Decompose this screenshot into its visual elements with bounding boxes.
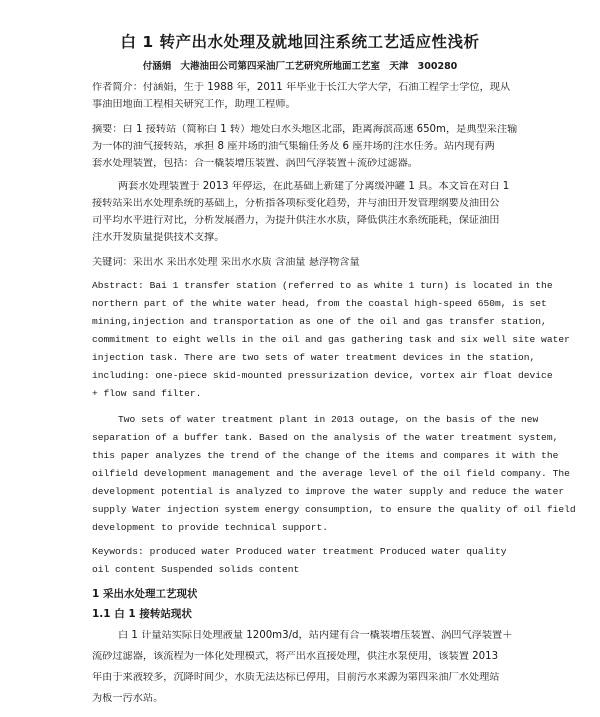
abstract-en-line: development potential is analyzed to improve the water supply and reduce the water — [92, 486, 565, 497]
abstract-en-line: mining,injection and transportation as one of the oil and gas transfer station, — [92, 316, 547, 327]
abstract-en-line: Two sets of water treatment plant in 2013 outage, on the basis of the new — [118, 414, 539, 425]
abstract-cn-line: 摘要：白 1 接转站（简称白 1 转）地处白水头地区北部，距离海滨高速 650m，是典型采注输 — [92, 124, 518, 135]
abstract-en-line: Abstract: Bai 1 transfer station (referred to as white 1 turn) is located in the — [92, 280, 553, 291]
abstract-cn-line: 接转站采出水处理系统的基础上，分析指各项标变化趋势，并与油田开发管理纲要及油田公 — [92, 198, 500, 209]
body-line: 流砂过滤器，该流程为一体化处理模式，将产出水直接处理，供注水泵使用，该装置 2013 — [92, 651, 499, 662]
section-heading: 1 采出水处理工艺现状 — [92, 588, 198, 600]
abstract-en-line: + flow sand filter. — [92, 388, 202, 399]
abstract-en-line: supply Water injection system energy consumption, to ensure the quality of oil field — [92, 504, 576, 515]
subsection-heading: 1.1 白 1 接转站现状 — [92, 608, 192, 620]
author-intro-line: 作者简介：付涵娟，生于 1988 年，2011 年毕业于长江大学大学，石油工程学士学位，现从 — [92, 82, 511, 93]
abstract-en-line: separation of a buffer tank. Based on the analysis of the water treatment system, — [92, 432, 559, 443]
body-line: 为板一污水站。 — [92, 693, 164, 704]
abstract-cn-line: 为一体的油气接转站，承担 8 座井场的油气集输任务及 6 座井场的注水任务。站内现有两 — [92, 141, 495, 152]
abstract-en-line: including: one-piece skid-mounted pressurization device, vortex air float device — [92, 370, 553, 381]
keywords-cn: 关键词：采出水 采出水处理 采出水水质 含油量 悬浮物含量 — [92, 257, 360, 268]
author-intro-line: 事油田地面工程相关研究工作，助理工程师。 — [92, 99, 296, 110]
abstract-cn-line: 注水开发质量提供技术支撑。 — [92, 232, 225, 243]
author-affiliation-line: 付涵娟 大港油田公司第四采油厂工艺研究所地面工艺室 天津 300280 — [142, 61, 458, 72]
abstract-en-line: development to provide technical support. — [92, 522, 329, 533]
abstract-en-line: injection task. There are two sets of water treatment devices in the station, — [92, 352, 536, 363]
body-line: 年由于来液较多，沉降时间少，水质无法达标已停用，目前污水来源为第四采油厂水处理站 — [92, 672, 500, 683]
body-line: 白 1 计量站实际日处理液量 1200m3/d，站内建有合一橇装增压装置、涡凹气浮装置＋ — [118, 630, 513, 641]
paper-title: 白 1 转产出水处理及就地回注系统工艺适应性浅析 — [120, 33, 480, 51]
keywords-en-line: oil content Suspended solids content — [92, 564, 300, 575]
abstract-en-line: commitment to eight wells in the oil and gas gathering task and six well site water — [92, 334, 570, 345]
abstract-en-line: this paper analyzes the trend of the change of the items and compares it with the — [92, 450, 559, 461]
abstract-cn-line: 套水处理装置，包括：合一橇装增压装置、涡凹气浮装置＋流砂过滤器。 — [92, 158, 418, 169]
abstract-en-line: oilfield development management and the average level of the oil field company. The — [92, 468, 570, 479]
abstract-cn-line: 两套水处理装置于 2013 年停运，在此基础上新建了分离缓冲罐 1 具。本文旨在对白 1 — [118, 181, 510, 192]
keywords-en-line: Keywords: produced water Produced water treatment Produced water quality — [92, 546, 507, 557]
abstract-cn-line: 司平均水平进行对比，分析发展潜力，为提升供注水水质，降低供注水系统能耗，保证油田 — [92, 215, 500, 226]
abstract-en-line: northern part of the white water head, from the coastal high-speed 650m, is set — [92, 298, 547, 309]
